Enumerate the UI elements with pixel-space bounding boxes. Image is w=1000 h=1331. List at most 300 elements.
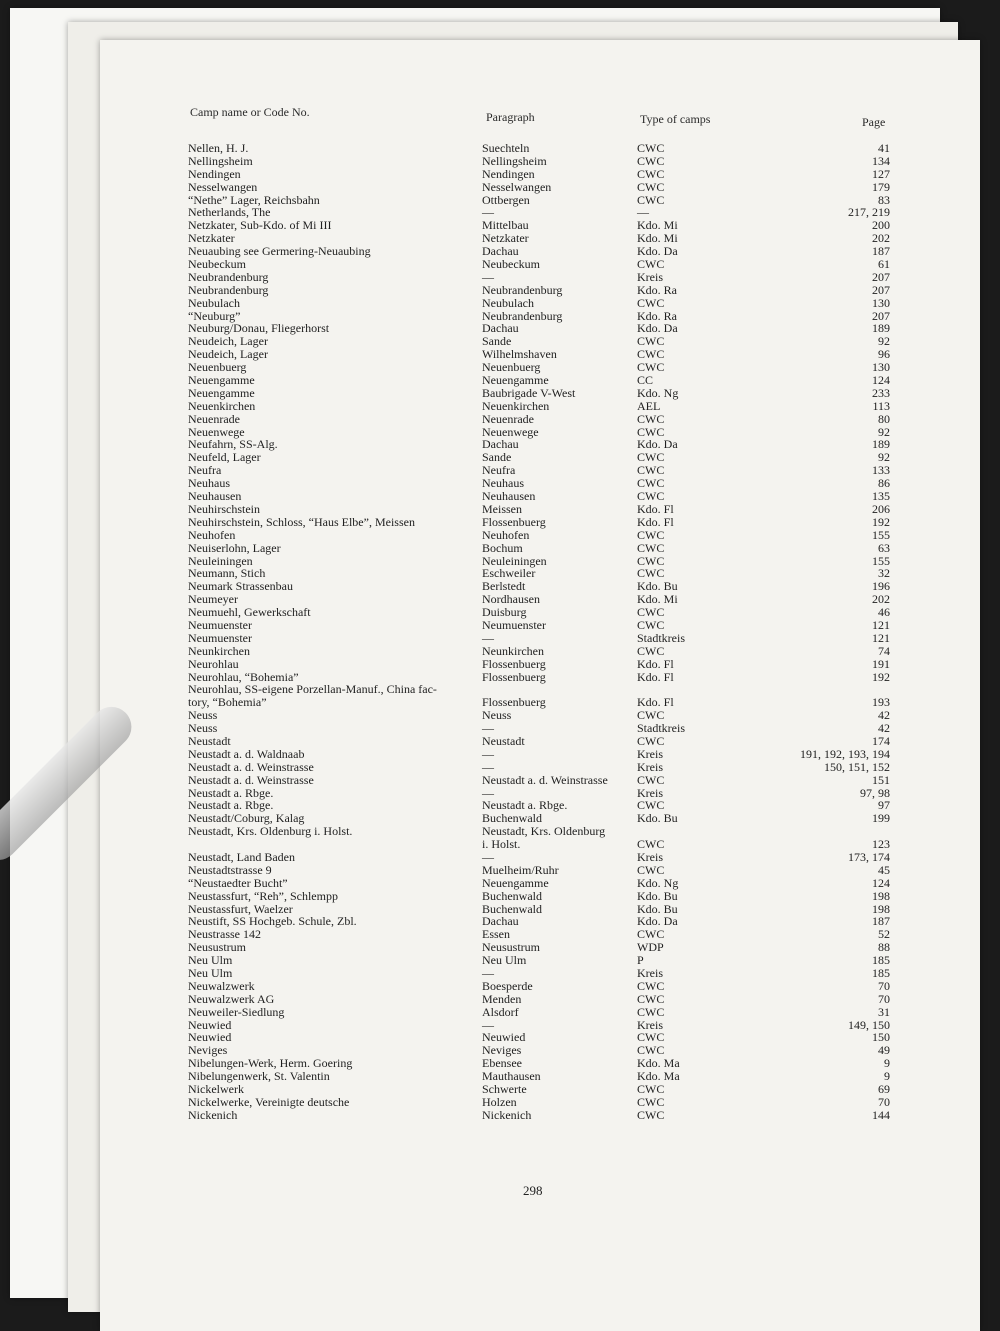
table-cell: Nesselwangen (188, 179, 258, 194)
table-cell: Neustadt a. d. Weinstrasse (188, 772, 314, 787)
table-cell: Dachau (482, 244, 519, 259)
table-cell: 233 (872, 385, 890, 400)
table-cell: Wilhelmshaven (482, 347, 557, 362)
table-cell: Ottbergen (482, 192, 530, 207)
table-cell: Neurohlau, “Bohemia” (188, 669, 299, 684)
table-cell: — (482, 1017, 494, 1032)
table-cell: — (482, 721, 494, 736)
table-cell: Neuss (482, 708, 512, 723)
table-cell: CWC (637, 991, 665, 1006)
table-cell: Buchenwald (482, 901, 542, 916)
table-cell: Neuengamme (482, 373, 549, 388)
table-cell: 42 (878, 721, 890, 736)
table-cell: Kdo. Ma (637, 1056, 680, 1071)
table-cell: Neuhausen (188, 489, 242, 504)
table-cell: CWC (637, 927, 665, 942)
table-cell: 31 (878, 1004, 890, 1019)
table-cell: Neustadt, Krs. Oldenburg (482, 824, 606, 839)
table-cell: Neuiserlohn, Lager (188, 540, 281, 555)
table-cell: Nibelungen-Werk, Herm. Goering (188, 1056, 353, 1071)
table-cell: 63 (878, 540, 890, 555)
table-cell: 187 (872, 914, 890, 929)
table-cell: Kreis (637, 1017, 663, 1032)
table-cell: Nickenich (482, 1107, 532, 1122)
table-cell: 155 (872, 553, 890, 568)
table-cell: 200 (872, 218, 890, 233)
page-column (760, 142, 890, 1122)
table-cell: CWC (637, 837, 665, 852)
table-cell: Neubrandenburg (482, 308, 563, 323)
table-cell: 86 (878, 476, 890, 491)
table-cell: Kdo. Mi (637, 592, 678, 607)
table-cell: Alsdorf (482, 1004, 519, 1019)
header-name: Camp name or Code No. (190, 105, 310, 119)
table-cell: Neusustrum (482, 940, 540, 955)
table-cell: CWC (637, 347, 665, 362)
table-cell: Kdo. Ra (637, 282, 677, 297)
table-cell: Kdo. Da (637, 437, 678, 452)
table-cell: Stadtkreis (637, 721, 685, 736)
table-cell: Neufeld, Lager (188, 450, 261, 465)
table-cell: Kdo. Fl (637, 514, 674, 529)
table-cell: 92 (878, 450, 890, 465)
table-cell: Nibelungenwerk, St. Valentin (188, 1069, 330, 1084)
table-cell: CWC (637, 540, 665, 555)
table-cell: Neustadtstrasse 9 (188, 862, 272, 877)
table-cell: Flossenbuerg (482, 669, 546, 684)
table-cell: Schwerte (482, 1082, 527, 1097)
table-cell: Neufra (482, 463, 516, 478)
table-cell: Menden (482, 991, 522, 1006)
table-cell: — (482, 759, 494, 774)
table-cell: Kdo. Bu (637, 579, 678, 594)
table-cell: 185 (872, 966, 890, 980)
header-page: Page (862, 115, 886, 129)
table-cell: 130 (872, 295, 890, 310)
table-cell: Neumuenster (188, 630, 252, 645)
table-cell: Neuenrade (482, 411, 534, 426)
table-cell: Neudeich, Lager (188, 347, 268, 362)
table-cell: Dachau (482, 321, 519, 336)
table-cell: CWC (637, 166, 665, 181)
table-cell: Baubrigade V-West (482, 385, 576, 400)
table-cell: 174 (872, 733, 890, 748)
table-cell: CWC (637, 1043, 665, 1058)
table-cell: Neuss (188, 708, 218, 723)
table-cell: i. Holst. (482, 837, 521, 852)
table-cell: CWC (637, 411, 665, 426)
table-cell: Nesselwangen (482, 179, 552, 194)
table-cell: Ebensee (482, 1056, 522, 1071)
table-cell: 121 (872, 630, 890, 645)
table-cell: Netzkater (482, 231, 529, 246)
table-cell: 83 (878, 192, 890, 207)
table-cell: Kreis (637, 269, 663, 284)
table-cell: CWC (637, 566, 665, 581)
type-column (637, 142, 717, 1122)
table-cell: 124 (872, 875, 890, 890)
table-cell: CWC (637, 1004, 665, 1019)
table-cell: Neurohlau, SS-eigene Porzellan-Manuf., China fac- (188, 682, 437, 697)
table-cell: Neubrandenburg (188, 282, 269, 297)
table-cell: Neuhofen (188, 527, 236, 542)
table-cell: CWC (637, 643, 665, 658)
table-cell: “Neuburg” (188, 308, 241, 323)
table-cell: Kdo. Fl (637, 501, 674, 516)
table-cell: Kdo. Da (637, 244, 678, 259)
table-cell: — (482, 849, 494, 864)
table-cell: 45 (878, 862, 890, 877)
table-cell: Neustadt, Krs. Oldenburg i. Holst. (188, 824, 353, 839)
table-cell: Nickenich (188, 1107, 238, 1122)
table-cell: 88 (878, 940, 890, 955)
table-cell: Netzkater (188, 231, 235, 246)
table-cell: CWC (637, 617, 665, 632)
table-cell: Kreis (637, 746, 663, 761)
table-cell: 52 (878, 927, 890, 942)
table-cell: Neuenkirchen (482, 398, 550, 413)
table-cell: 144 (872, 1107, 890, 1122)
table-cell: Neumark Strassenbau (188, 579, 293, 594)
table-cell (760, 683, 890, 696)
table-cell: Kdo. Bu (637, 888, 678, 903)
table-cell: Neuhausen (482, 489, 536, 504)
table-cell: 206 (872, 501, 890, 516)
table-cell: Kdo. Da (637, 914, 678, 929)
table-cell: 207 (872, 308, 890, 323)
table-cell: Neubulach (188, 295, 240, 310)
table-cell: Nellingsheim (188, 153, 253, 168)
table-cell: CWC (637, 1094, 665, 1109)
table-cell: Neuenbuerg (482, 360, 541, 375)
table-cell: 124 (872, 373, 890, 388)
table-cell: 97, 98 (860, 785, 890, 800)
table-cell: Neustassfurt, Waelzer (188, 901, 293, 916)
table-cell: 155 (872, 527, 890, 542)
table-cell: 202 (872, 592, 890, 607)
table-cell: Kdo. Fl (637, 669, 674, 684)
table-cell: 130 (872, 360, 890, 375)
table-cell: Neustadt a. d. Weinstrasse (188, 759, 314, 774)
table-cell: Neustadt a. d. Weinstrasse (482, 772, 608, 787)
header-type: Type of camps (640, 112, 711, 126)
table-cell: Muelheim/Ruhr (482, 862, 559, 877)
table-cell: 185 (872, 953, 890, 968)
table-cell: CC (637, 373, 654, 388)
table-cell: Neuenbuerg (188, 360, 247, 375)
table-cell: 70 (878, 1094, 890, 1109)
table-cell (760, 825, 890, 838)
table-cell: CWC (637, 192, 665, 207)
table-cell: 191 (872, 656, 890, 671)
table-cell: — (482, 205, 494, 220)
table-cell: CWC (637, 772, 665, 787)
table-cell: 92 (878, 424, 890, 439)
table-cell: Neustadt (482, 733, 525, 748)
table-cell: Neumuenster (188, 617, 252, 632)
table-cell: Neumann, Stich (188, 566, 266, 581)
table-cell: Neustift, SS Hochgeb. Schule, Zbl. (188, 914, 357, 929)
table-cell: CWC (637, 360, 665, 375)
table-cell: CWC (637, 553, 665, 568)
table-cell: 199 (872, 811, 890, 826)
table-cell: Neviges (482, 1043, 522, 1058)
table-cell: Neubrandenburg (482, 282, 563, 297)
camp-name-column (188, 142, 488, 1122)
table-cell: Kdo. Ng (637, 385, 679, 400)
table-cell: 80 (878, 411, 890, 426)
table-cell: 133 (872, 463, 890, 478)
table-cell: Sande (482, 334, 512, 349)
table-cell: 198 (872, 901, 890, 916)
table-cell: Netherlands, The (188, 205, 271, 220)
table-cell: Mittelbau (482, 218, 529, 233)
table-cell: Kreis (637, 785, 663, 800)
table-cell: 217, 219 (848, 205, 890, 220)
table-cell: AEL (637, 398, 661, 413)
table-cell: Neuleiningen (188, 553, 253, 568)
table-cell: Neuengamme (482, 875, 549, 890)
table-cell: Kdo. Ma (637, 1069, 680, 1084)
table-cell: CWC (637, 733, 665, 748)
table-cell: Kdo. Ng (637, 875, 679, 890)
table-cell: Neudeich, Lager (188, 334, 268, 349)
table-cell: — (482, 746, 494, 761)
table-cell: 92 (878, 334, 890, 349)
table-cell: Neuenkirchen (188, 398, 256, 413)
table-cell: Neustrasse 142 (188, 927, 261, 942)
table-cell: Mauthausen (482, 1069, 541, 1084)
table-cell: Flossenbuerg (482, 514, 546, 529)
table-cell: “Neustaedter Bucht” (188, 875, 288, 890)
table-cell: Kreis (637, 849, 663, 864)
table-cell: 191, 192, 193, 194 (800, 746, 890, 761)
table-cell: 46 (878, 605, 890, 620)
table-cell: 207 (872, 282, 890, 297)
table-cell: 74 (878, 643, 890, 658)
table-cell: 42 (878, 708, 890, 723)
table-cell: Neuhirschstein, Schloss, “Haus Elbe”, Meissen (188, 514, 415, 529)
table-cell: Nellingsheim (482, 153, 547, 168)
table-cell: Neustadt, Land Baden (188, 849, 295, 864)
table-cell: Neuweiler-Siedlung (188, 1004, 285, 1019)
table-cell: — (482, 785, 494, 800)
table-cell: — (482, 966, 494, 980)
table-cell: CWC (637, 179, 665, 194)
table-cell: Nickelwerke, Vereinigte deutsche (188, 1094, 350, 1109)
table-cell: CWC (637, 476, 665, 491)
page-number: 298 (523, 1183, 543, 1198)
table-cell: Neuleiningen (482, 553, 547, 568)
table-cell: Neufahrn, SS-Alg. (188, 437, 278, 452)
table-cell: 127 (872, 166, 890, 181)
table-cell: 134 (872, 153, 890, 168)
table-cell: CWC (637, 334, 665, 349)
table-cell: Meissen (482, 501, 522, 516)
table-cell: Neunkirchen (482, 643, 544, 658)
table-cell: Neviges (188, 1043, 228, 1058)
table-cell: Neumuenster (482, 617, 546, 632)
table-cell: Kdo. Fl (637, 656, 674, 671)
header-paragraph: Paragraph (486, 110, 535, 124)
table-cell: 202 (872, 231, 890, 246)
table-cell: 173, 174 (848, 849, 890, 864)
table-cell: Flossenbuerg (482, 656, 546, 671)
table-cell: CWC (637, 1030, 665, 1045)
table-cell: Neuenwege (482, 424, 539, 439)
table-cell: Bochum (482, 540, 523, 555)
table-cell: Neuwied (188, 1030, 232, 1045)
table-cell: Neu Ulm (482, 953, 527, 968)
table-cell: Neufra (188, 463, 222, 478)
table-cell: Nellen, H. J. (188, 141, 249, 155)
table-cell: 32 (878, 566, 890, 581)
table-cell: CWC (637, 978, 665, 993)
table-cell: Neustadt a. d. Waldnaab (188, 746, 305, 761)
table-cell: Nendingen (188, 166, 241, 181)
table-cell: Kdo. Mi (637, 231, 678, 246)
table-cell: Kdo. Ra (637, 308, 677, 323)
table-cell: Kdo. Bu (637, 811, 678, 826)
table-cell: tory, “Bohemia” (188, 695, 267, 710)
table-cell: Neustadt/Coburg, Kalag (188, 811, 305, 826)
table-cell: CWC (637, 527, 665, 542)
table-cell: Nendingen (482, 166, 535, 181)
table-cell: CWC (637, 605, 665, 620)
table-cell: 121 (872, 617, 890, 632)
table-cell: 198 (872, 888, 890, 903)
table-cell: 97 (878, 798, 890, 813)
table-cell: 207 (872, 269, 890, 284)
table-cell: Dachau (482, 914, 519, 929)
table-cell: Buchenwald (482, 888, 542, 903)
table-cell: Neuwalzwerk AG (188, 991, 275, 1006)
table-cell: Eschweiler (482, 566, 536, 581)
table-cell: Neuburg/Donau, Fliegerhorst (188, 321, 330, 336)
table-cell: CWC (637, 1082, 665, 1097)
table-cell: Neubrandenburg (188, 269, 269, 284)
table-cell: Neuhofen (482, 527, 530, 542)
table-cell: 192 (872, 514, 890, 529)
table-cell: 96 (878, 347, 890, 362)
table-cell: CWC (637, 257, 665, 272)
table-cell: Nickelwerk (188, 1082, 244, 1097)
table-cell: — (482, 269, 494, 284)
table-cell: 189 (872, 321, 890, 336)
table-cell: 151 (872, 772, 890, 787)
table-cell: CWC (637, 1107, 665, 1122)
table-cell: “Nethe” Lager, Reichsbahn (188, 192, 320, 207)
table-cell: Neuhaus (188, 476, 230, 491)
table-cell: CWC (637, 708, 665, 723)
table-cell: Neuwalzwerk (188, 978, 255, 993)
table-cell: Neumuehl, Gewerkschaft (188, 605, 311, 620)
table-cell: CWC (637, 463, 665, 478)
table-cell: Berlstedt (482, 579, 526, 594)
table-cell: Neuenrade (188, 411, 240, 426)
table-cell: 196 (872, 579, 890, 594)
table-cell: Kdo. Da (637, 321, 678, 336)
table-cell: WDP (637, 940, 664, 955)
table-cell: 69 (878, 1082, 890, 1097)
table-cell: CWC (637, 862, 665, 877)
table-cell: 179 (872, 179, 890, 194)
table-cell: CWC (637, 295, 665, 310)
table-cell: CWC (637, 424, 665, 439)
table-cell: — (482, 630, 494, 645)
table-cell: CWC (637, 153, 665, 168)
table-cell: Duisburg (482, 605, 527, 620)
table-cell: CWC (637, 141, 665, 155)
table-cell: Neu Ulm (188, 953, 233, 968)
table-cell: P (637, 953, 644, 968)
table-cell: Neustadt a. Rbge. (188, 798, 274, 813)
table-cell: 49 (878, 1043, 890, 1058)
table-cell: Kreis (637, 966, 663, 980)
table-cell: Nordhausen (482, 592, 540, 607)
table-cell: CWC (637, 798, 665, 813)
table-cell: Kreis (637, 759, 663, 774)
table-cell: Neustadt a. Rbge. (188, 785, 274, 800)
table-cell: 135 (872, 489, 890, 504)
table-cell: Boesperde (482, 978, 533, 993)
table-cell: 9 (884, 1056, 890, 1071)
table-cell: Essen (482, 927, 510, 942)
table-cell: 149, 150 (848, 1017, 890, 1032)
table-cell: 70 (878, 978, 890, 993)
table-cell: 61 (878, 257, 890, 272)
table-cell: 70 (878, 991, 890, 1006)
table-cell: 187 (872, 244, 890, 259)
table-cell: CWC (637, 450, 665, 465)
table-cell: 150, 151, 152 (824, 759, 890, 774)
table-cell: Neunkirchen (188, 643, 250, 658)
table-cell: 189 (872, 437, 890, 452)
table-cell: Neuengamme (188, 385, 255, 400)
table-cell: Neuwied (482, 1030, 526, 1045)
table-cell: — (637, 205, 649, 220)
table-cell: 9 (884, 1069, 890, 1084)
table-cell: Neustadt (188, 733, 231, 748)
table-cell: Neubeckum (188, 257, 246, 272)
table-cell: Neuaubing see Germering-Neuaubing (188, 244, 371, 259)
table-cell: 123 (872, 837, 890, 852)
table-cell: Neusustrum (188, 940, 246, 955)
table-cell: Neuengamme (188, 373, 255, 388)
table-cell: Neuss (188, 721, 218, 736)
table-cell: Kdo. Mi (637, 218, 678, 233)
table-cell: Suechteln (482, 141, 530, 155)
table-cell: Netzkater, Sub-Kdo. of Mi III (188, 218, 332, 233)
table-cell: Stadtkreis (637, 630, 685, 645)
table-cell: Neustassfurt, “Reh”, Schlempp (188, 888, 338, 903)
table-cell: Neuhaus (482, 476, 524, 491)
table-cell: Neuenwege (188, 424, 245, 439)
table-cell: Sande (482, 450, 512, 465)
table-cell: Neu Ulm (188, 966, 233, 980)
table-cell: Neuwied (188, 1017, 232, 1032)
table-cell: 113 (872, 398, 890, 413)
table-cell: 41 (878, 141, 890, 155)
table-cell: 192 (872, 669, 890, 684)
table-cell: Kdo. Bu (637, 901, 678, 916)
table-cell: 150 (872, 1030, 890, 1045)
table-cell: Kdo. Fl (637, 695, 674, 710)
table-cell: Neumeyer (188, 592, 238, 607)
table-cell: Neustadt a. Rbge. (482, 798, 568, 813)
table-cell: 193 (872, 695, 890, 710)
table-cell: Neubulach (482, 295, 534, 310)
